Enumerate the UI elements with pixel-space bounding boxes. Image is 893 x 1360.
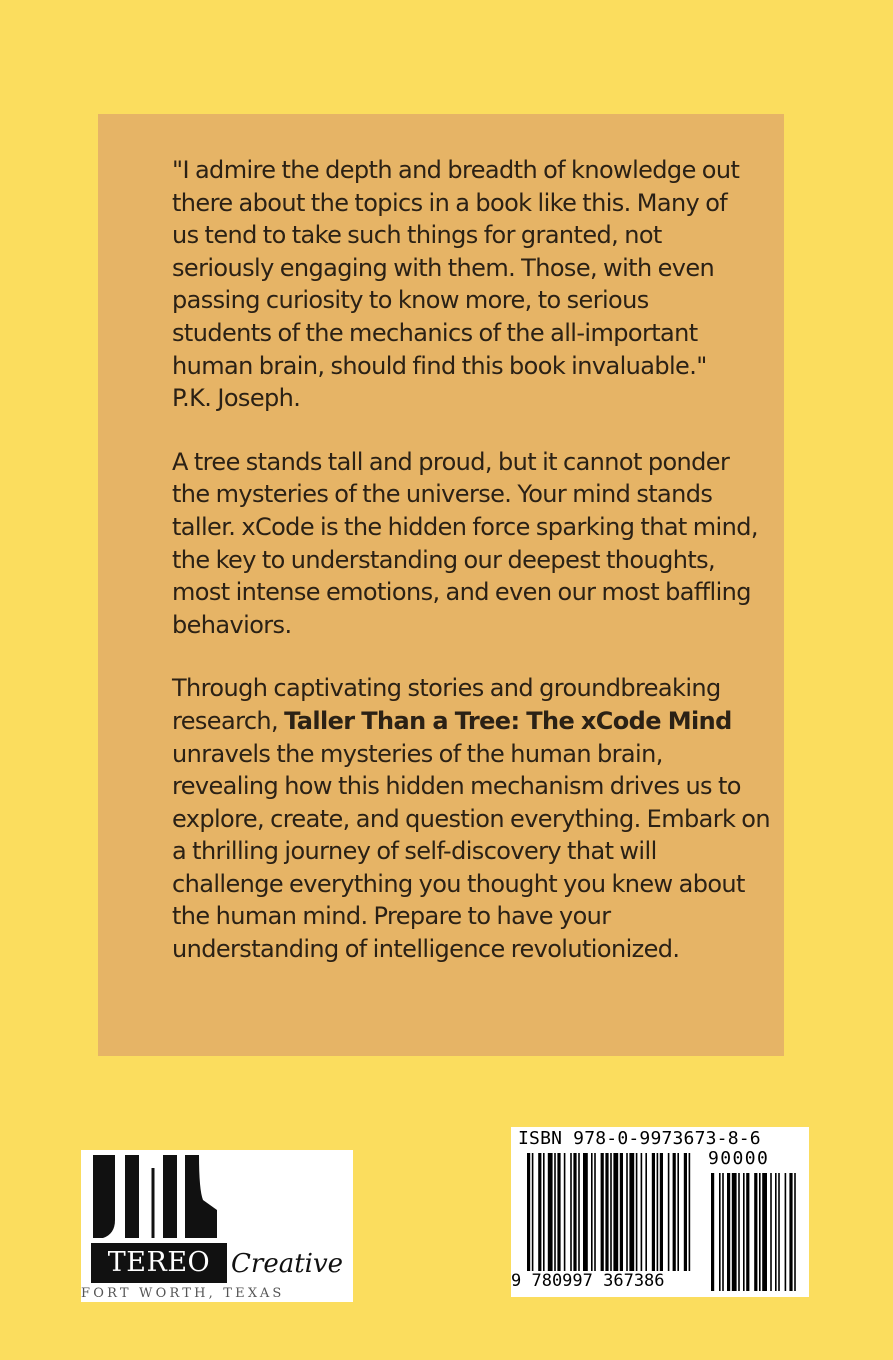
addon-bar xyxy=(762,1173,767,1291)
addon-bar xyxy=(722,1173,724,1291)
blurb-text xyxy=(172,154,772,997)
barcode-bar xyxy=(641,1153,643,1271)
addon-bar xyxy=(727,1173,730,1291)
addon-bar xyxy=(794,1173,796,1291)
publisher-location: FORT WORTH, TEXAS xyxy=(81,1286,285,1301)
blurb-rest: unravels the mysteries of the human brain, revealing how this hidden mechanism drives us to explore, create, and question everything. Embark on a thrilling journey of self-discovery that will challenge everything you thought you knew about the human mind. Prepare to have your understanding of intelligence revolutionized. xyxy=(172,739,771,964)
barcode-bar xyxy=(657,1153,659,1271)
addon-bar xyxy=(711,1173,714,1291)
barcode-bar xyxy=(601,1153,604,1271)
barcode-bar xyxy=(557,1153,560,1271)
barcode-bar xyxy=(613,1153,618,1271)
barcode-bar xyxy=(538,1153,541,1271)
barcode-bar xyxy=(668,1153,670,1271)
barcode-bar xyxy=(677,1153,679,1271)
barcode-bar xyxy=(594,1153,596,1271)
publisher-logo xyxy=(81,1150,353,1302)
barcode-bar xyxy=(636,1153,638,1271)
book-title: Taller Than a Tree: The xCode Mind xyxy=(284,706,732,735)
barcode-bar xyxy=(652,1153,655,1271)
addon-bar xyxy=(789,1173,792,1291)
barcode-bar xyxy=(532,1153,534,1271)
publisher-name-script: Creative xyxy=(231,1249,344,1279)
addon-bar xyxy=(738,1173,740,1291)
barcode-bar xyxy=(620,1153,623,1271)
isbn-barcode xyxy=(511,1127,809,1297)
barcode-bar xyxy=(573,1153,576,1271)
addon-bar xyxy=(732,1173,737,1291)
barcode-bar xyxy=(543,1153,545,1271)
isbn-number: ISBN 978-0-9973673-8-6 xyxy=(518,1128,761,1149)
barcode-bar xyxy=(591,1153,593,1271)
barcode-bar xyxy=(554,1153,556,1271)
addon-bar xyxy=(754,1173,757,1291)
barcode-bar xyxy=(673,1153,676,1271)
addon-bar xyxy=(778,1173,780,1291)
barcode-bar xyxy=(564,1153,566,1271)
barcode-bar xyxy=(684,1153,687,1271)
barcode-bar xyxy=(629,1153,634,1271)
barcode-bar xyxy=(583,1153,588,1271)
blurb-paragraph: A tree stands tall and proud, but it cannot ponder the mysteries of the universe. Your mind stands taller. xCode is the hidden force sparking that mind, the key to understanding our deepest thoughts, most intense emotions, and even our most baffling behaviors. xyxy=(172,447,758,639)
addon-bar xyxy=(759,1173,761,1291)
ean-number: 9 780997 367386 xyxy=(511,1271,665,1291)
barcode-bar xyxy=(570,1153,572,1271)
endorsement-quote: "I admire the depth and breadth of knowledge out there about the topics in a book like this. Many of us tend to take such things for granted, not seriously engaging with them. Those, with even passing curiosity to know more, to serious students of the mechanics of the all-important human brain, should find this book invaluable." P.K. Joseph. xyxy=(172,156,740,413)
addon-bar xyxy=(746,1173,749,1291)
barcode-bar xyxy=(610,1153,612,1271)
barcode-bar xyxy=(548,1153,553,1271)
addon-bar xyxy=(785,1173,787,1291)
blurb-lead: Through captivating stories and groundbreaking research, xyxy=(172,674,721,735)
barcode-bar xyxy=(626,1153,628,1271)
addon-bar xyxy=(770,1173,772,1291)
barcode-bar xyxy=(578,1153,580,1271)
addon-bar xyxy=(719,1173,721,1291)
addon-bar xyxy=(775,1173,777,1291)
publisher-name: TEREO xyxy=(91,1243,227,1283)
addon-bar xyxy=(743,1173,745,1291)
barcode-bar xyxy=(527,1153,530,1271)
barcode-bar xyxy=(689,1153,691,1271)
price-addon: 90000 xyxy=(708,1148,770,1169)
blurb-panel xyxy=(98,114,784,1056)
barcode-bar xyxy=(605,1153,608,1271)
barcode-bar xyxy=(645,1153,647,1271)
barcode-bar xyxy=(660,1153,663,1271)
blurb-paragraph-title xyxy=(172,672,772,965)
